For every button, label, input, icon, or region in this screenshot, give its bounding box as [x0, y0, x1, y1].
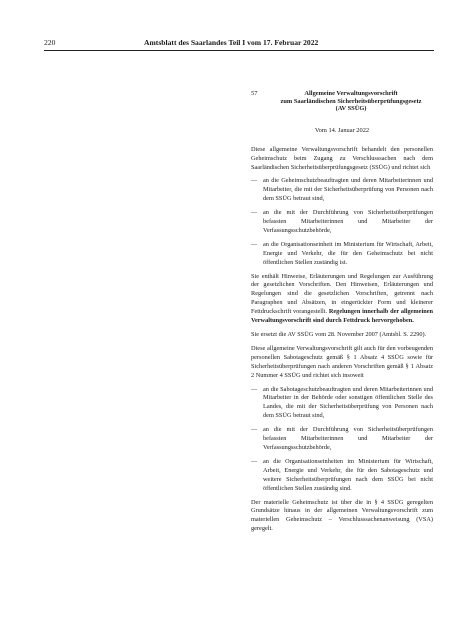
list-item-text: an die Geheimschutzbeauftragten und deren Mitarbeiterinnen und Mitarbeiter, die mit der Sicherheitsüberprüfung von Personen nach dem SSÜG betraut sind, — [263, 177, 433, 203]
dash-marker: — — [251, 457, 258, 465]
page-header — [44, 38, 434, 51]
document-date: Vom 14. Januar 2022 — [314, 126, 370, 134]
hints-paragraph — [251, 273, 433, 326]
addressee-list — [251, 177, 433, 267]
document-number: 57 — [251, 90, 258, 97]
list-item-text: an die mit der Durchführung von Sicherheitsüberprüfungen befassten Mitarbeiterinnen und Mitarbeiter der Verfassungsschutzbehörde, — [263, 209, 433, 234]
dash-marker: — — [251, 177, 258, 185]
list-item — [251, 177, 433, 204]
list-item-text: an die Organisationseinheiten im Ministerium für Wirtschaft, Arbeit, Energie und Verkehr, die für den Sabotageschutz und weitere Sicherheitsüberprüfungen nach dem SSÜG bei nicht öffentlichen Stellen zuständig sind. — [263, 457, 433, 492]
journal-title: Amtsblatt des Saarlandes Teil I vom 17. Februar 2022 — [144, 38, 319, 47]
dash-marker: — — [251, 385, 258, 393]
final-paragraph: Der materielle Geheimschutz ist über die in § 4 SSÜG geregelten Grundsätze hinaus in der allgemeinen Verwaltungsvorschrift zum materiellen Geheimschutz – Verschlusssachenanweisung (VSA) geregelt. — [251, 498, 433, 533]
title-line: zum Saarländischen Sicherheitsüberprüfungsgesetz — [280, 97, 422, 105]
document-title — [269, 90, 433, 113]
dash-marker: — — [251, 209, 258, 217]
sabotage-paragraph: Diese allgemeine Verwaltungsvorschrift gilt auch für den vorbeugenden personellen Sabotageschutz gemäß § 1 Absatz 4 SSÜG sowie für Sicherheitsüberprüfungen nach anderen Vorschriften gemäß § 1 Absatz 2 Nummer 4 SSÜG und richtet sich insoweit — [251, 344, 433, 379]
replaces-paragraph: Sie ersetzt die AV SSÜG vom 28. November 2007 (Amtsbl. S. 2290). — [251, 331, 427, 338]
list-item — [251, 386, 433, 422]
list-item — [251, 209, 433, 236]
list-item — [251, 426, 433, 453]
document-column — [251, 90, 433, 539]
list-item — [251, 458, 433, 494]
document-heading — [251, 90, 433, 113]
title-line: (AV SSÜG) — [335, 105, 367, 113]
title-line: Allgemeine Verwaltungsvorschrift — [304, 90, 398, 97]
hints-bold-text: Regelungen innerhalb der allgemeinen Verwaltungsvorschrift sind durch Fettdruck hervorgehoben. — [251, 308, 433, 325]
sabotage-addressee-list — [251, 386, 433, 494]
list-item-text: an die Organisationseinheit im Ministerium für Wirtschaft, Arbeit, Energie und Verkehr, die für den Geheimschutz bei nicht öffentlichen Stellen zuständig ist. — [263, 240, 433, 266]
list-item — [251, 241, 433, 268]
page-number: 220 — [44, 38, 56, 47]
dash-marker: — — [251, 426, 258, 434]
dash-marker: — — [251, 240, 258, 248]
hints-text: Sie enthält Hinweise, Erläuterungen und Regelungen zur Ausführung der gesetzlichen Vorschriften. Den Hinweisen, Erläuterungen und Regelungen sind die gesetzlichen Vorschriften, getrennt nach Paragraphen und Absätzen, in eingerückter Form und kleinerer Fettdruckschrift vorangestellt. — [251, 272, 433, 316]
list-item-text: an die Sabotageschutzbeauftragten und deren Mitarbeiterinnen und Mitarbeiter in der Behörde oder sonstigen öffentlichen Stelle des Landes, die mit der Sicherheitsüberprüfung von Personen nach dem SSÜG betraut sind, — [263, 385, 433, 420]
intro-paragraph: Diese allgemeine Verwaltungsvorschrift behandelt den personellen Geheimschutz beim Zugang zu Verschlusssachen nach dem Saarländischen Sicherheitsüberprüfungsgesetz (SSÜG) und richtet sich — [251, 145, 433, 171]
list-item-text: an die mit der Durchführung von Sicherheitsüberprüfungen befassten Mitarbeiterinnen und Mitarbeiter der Verfassungsschutzbehörde, — [263, 426, 433, 451]
